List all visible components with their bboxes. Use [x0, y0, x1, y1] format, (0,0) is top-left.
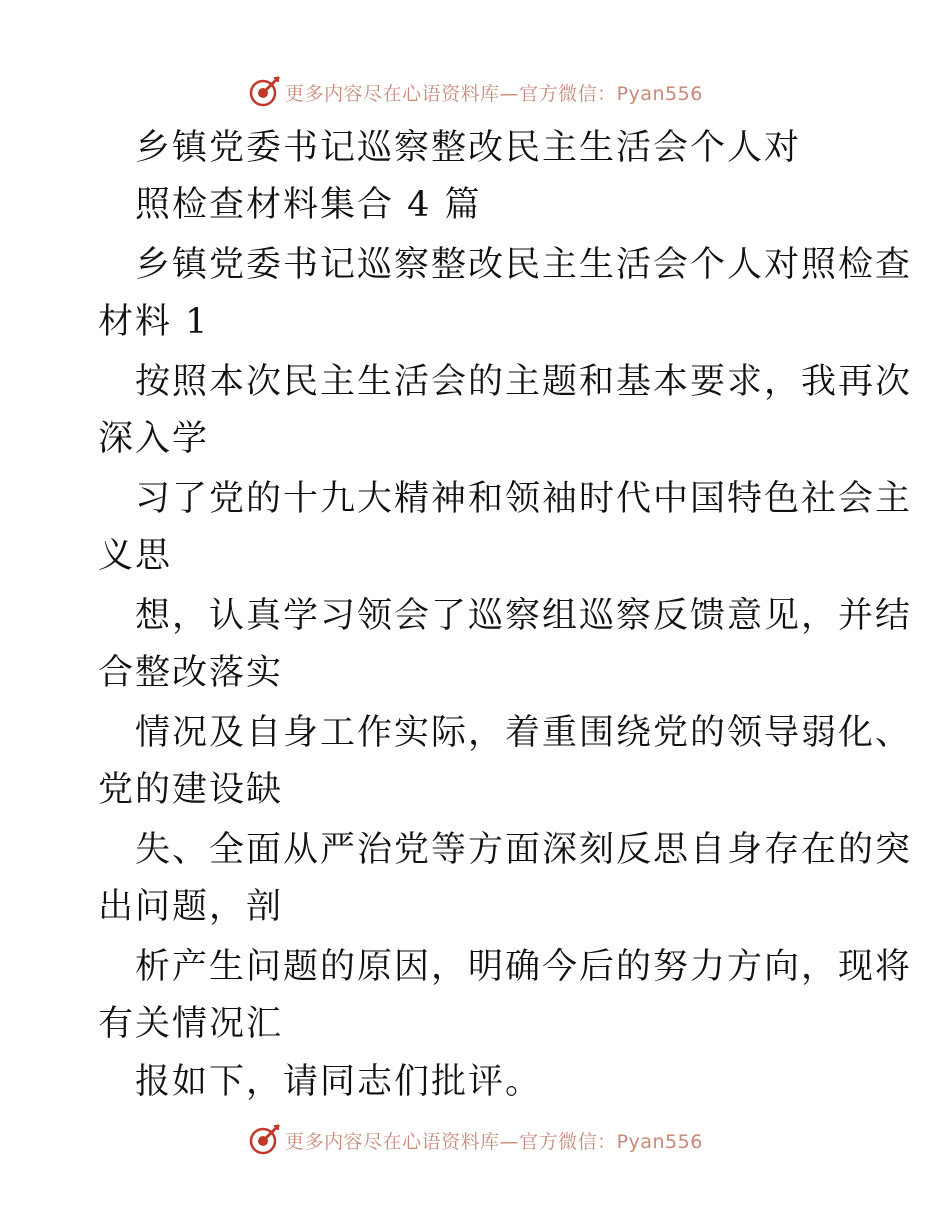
paragraph-line: 想，认真学习领会了巡察组巡察反馈意见，并结	[135, 596, 913, 636]
title-line-1: 乡镇党委书记巡察整改民主生活会个人对	[135, 128, 802, 168]
watermark-text: 更多内容尽在心语资料库—官方微信：Pyan556	[285, 1130, 703, 1153]
paragraph-line: 按照本次民主生活会的主题和基本要求，我再次	[135, 362, 913, 402]
subtitle-line-1: 乡镇党委书记巡察整改民主生活会个人对照检查	[135, 245, 913, 285]
brand-logo-icon	[247, 1123, 281, 1157]
watermark-text: 更多内容尽在心语资料库—官方微信：Pyan556	[285, 82, 703, 105]
subtitle-line-2: 材料 1	[98, 302, 210, 342]
paragraph-line: 情况及自身工作实际，着重围绕党的领导弱化、	[135, 713, 913, 753]
watermark-banner-bottom	[0, 1120, 950, 1160]
paragraph-line: 有关情况汇	[98, 1004, 284, 1044]
title-line-2: 照检查材料集合 4 篇	[135, 185, 482, 225]
paragraph-line: 合整改落实	[98, 653, 284, 693]
paragraph-line: 习了党的十九大精神和领袖时代中国特色社会主	[135, 479, 913, 519]
paragraph-line: 出问题，剖	[98, 887, 284, 927]
paragraph-line: 党的建设缺	[98, 770, 284, 810]
paragraph-line: 深入学	[98, 419, 210, 459]
paragraph-line: 报如下，请同志们批评。	[135, 1062, 543, 1102]
paragraph-line: 义思	[98, 536, 173, 576]
paragraph-line: 析产生问题的原因，明确今后的努力方向，现将	[135, 947, 913, 987]
paragraph-line: 失、全面从严治党等方面深刻反思自身存在的突	[135, 830, 913, 870]
